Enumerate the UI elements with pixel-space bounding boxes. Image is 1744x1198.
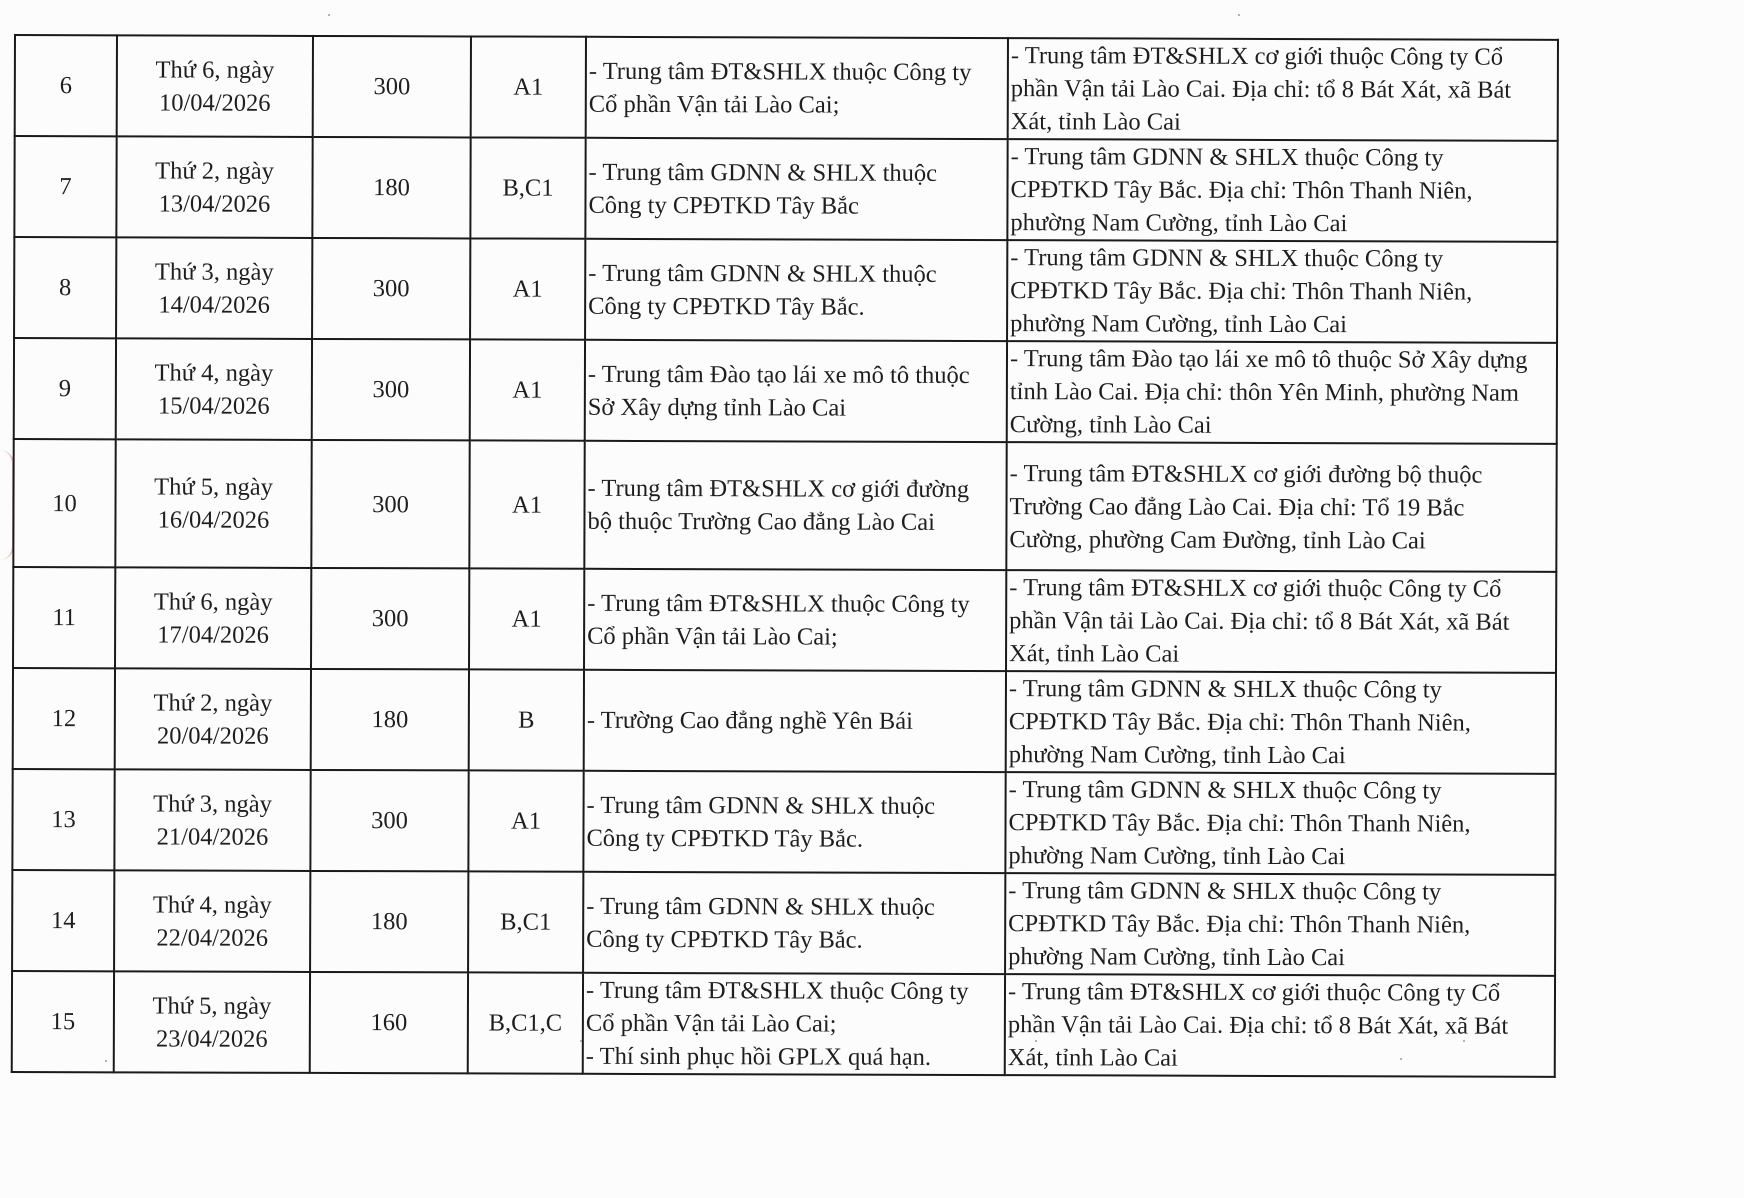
cell-license-class bbox=[469, 568, 584, 669]
date-value: 10/04/2026 bbox=[158, 88, 271, 117]
table-row bbox=[14, 136, 1557, 242]
date-value: 21/04/2026 bbox=[156, 822, 269, 851]
cell-stt bbox=[14, 237, 116, 338]
date-weekday: Thứ 4, ngày bbox=[152, 890, 272, 919]
stt-value: 13 bbox=[51, 806, 76, 834]
date-weekday: Thứ 6, ngày bbox=[155, 55, 275, 84]
location-line: phường Nam Cường, tỉnh Lào Cai bbox=[1010, 310, 1348, 339]
cell-license-class bbox=[470, 339, 585, 440]
date-weekday: Thứ 5, ngày bbox=[152, 991, 272, 1020]
table-row bbox=[15, 35, 1558, 141]
location-line: phần Vận tải Lào Cai. Địa chỉ: tổ 8 Bát Xát, xã Bát bbox=[1009, 607, 1510, 636]
candidates-line: Cổ phần Vận tải Lào Cai; bbox=[585, 1009, 837, 1038]
location-line: CPĐTKD Tây Bắc. Địa chỉ: Thôn Thanh Niên, bbox=[1008, 809, 1471, 838]
quantity-value: 300 bbox=[372, 275, 410, 303]
location-line: Trường Cao đẳng Lào Cai. Địa chỉ: Tổ 19 Bắc bbox=[1009, 492, 1465, 522]
cell-quantity bbox=[312, 238, 470, 339]
cell-quantity bbox=[311, 440, 469, 568]
cell-date bbox=[115, 439, 311, 568]
cell-exam-location bbox=[1007, 341, 1557, 444]
candidates-line: Cổ phần Vận tải Lào Cai; bbox=[587, 622, 838, 651]
table-body bbox=[12, 35, 1558, 1077]
cell-stt bbox=[14, 136, 116, 237]
location-line: phường Nam Cường, tỉnh Lào Cai bbox=[1010, 209, 1348, 238]
cell-license-class bbox=[468, 770, 583, 871]
location-line: phường Nam Cường, tỉnh Lào Cai bbox=[1008, 943, 1346, 972]
scan-speck bbox=[1035, 1040, 1037, 1042]
cell-date bbox=[115, 567, 311, 669]
location-line: Cường, tỉnh Lào Cai bbox=[1009, 411, 1212, 439]
quantity-value: 180 bbox=[371, 706, 409, 734]
candidates-line: - Trung tâm ĐT&SHLX thuộc Công ty bbox=[588, 57, 972, 86]
location-line: - Trung tâm GDNN & SHLX thuộc Công ty bbox=[1008, 877, 1442, 906]
license-class-value: A1 bbox=[511, 491, 543, 519]
cell-date bbox=[114, 971, 310, 1073]
cell-candidates-from bbox=[583, 872, 1005, 974]
stt-value: 14 bbox=[50, 907, 76, 935]
location-line: Xát, tỉnh Lào Cai bbox=[1007, 1044, 1178, 1072]
date-weekday: Thứ 2, ngày bbox=[153, 688, 273, 717]
cell-date bbox=[114, 870, 310, 972]
license-class-value: A1 bbox=[513, 73, 544, 101]
location-line: Xát, tỉnh Lào Cai bbox=[1009, 640, 1180, 668]
location-line: Cường, phường Cam Đường, tỉnh Lào Cai bbox=[1009, 525, 1426, 554]
cell-quantity bbox=[310, 871, 468, 972]
candidates-line: Sở Xây dựng tỉnh Lào Cai bbox=[587, 393, 847, 422]
cell-exam-location bbox=[1006, 671, 1556, 774]
stt-value: 9 bbox=[58, 375, 72, 403]
stt-value: 10 bbox=[52, 489, 77, 517]
location-line: - Trung tâm ĐT&SHLX cơ giới đường bộ thuộc bbox=[1009, 459, 1483, 489]
stt-value: 15 bbox=[50, 1008, 76, 1036]
license-class-value: A1 bbox=[511, 605, 542, 633]
cell-date bbox=[114, 769, 310, 871]
cell-date bbox=[117, 35, 313, 137]
scan-speck bbox=[328, 14, 330, 16]
location-line: - Trung tâm GDNN & SHLX thuộc Công ty bbox=[1010, 143, 1444, 172]
date-weekday: Thứ 2, ngày bbox=[155, 156, 274, 185]
candidates-line: - Trung tâm GDNN & SHLX thuộc bbox=[586, 892, 935, 921]
quantity-value: 300 bbox=[371, 807, 408, 835]
cell-stt bbox=[14, 338, 116, 439]
candidates-line: Công ty CPĐTKD Tây Bắc bbox=[588, 191, 859, 220]
quantity-value: 300 bbox=[372, 490, 409, 518]
candidates-line: - Trung tâm GDNN & SHLX thuộc bbox=[588, 158, 938, 187]
cell-stt bbox=[12, 769, 114, 870]
cell-exam-location bbox=[1008, 38, 1558, 141]
candidates-line: - Trung tâm GDNN & SHLX thuộc bbox=[588, 259, 937, 288]
quantity-value: 160 bbox=[370, 1009, 408, 1037]
table-row bbox=[13, 668, 1556, 774]
date-weekday: Thứ 6, ngày bbox=[153, 587, 273, 616]
date-value: 16/04/2026 bbox=[157, 506, 270, 534]
cell-license-class bbox=[471, 36, 586, 137]
cell-license-class bbox=[470, 238, 585, 339]
cell-candidates-from bbox=[584, 441, 1006, 570]
candidates-line: - Trung tâm GDNN & SHLX thuộc bbox=[586, 791, 936, 820]
cell-date bbox=[116, 237, 312, 339]
cell-license-class bbox=[468, 972, 583, 1073]
candidates-line: - Trung tâm ĐT&SHLX thuộc Công ty bbox=[587, 589, 970, 618]
cell-candidates-from bbox=[584, 670, 1006, 772]
table-row bbox=[13, 439, 1556, 572]
date-weekday: Thứ 4, ngày bbox=[154, 358, 274, 387]
candidates-line: Công ty CPĐTKD Tây Bắc. bbox=[586, 824, 864, 853]
cell-license-class bbox=[469, 669, 584, 770]
cell-quantity bbox=[312, 339, 470, 440]
date-value: 23/04/2026 bbox=[155, 1024, 268, 1053]
license-class-value: A1 bbox=[511, 807, 542, 835]
exam-schedule-table bbox=[11, 34, 1559, 1078]
cell-exam-location bbox=[1005, 873, 1555, 976]
date-value: 13/04/2026 bbox=[158, 189, 271, 218]
table-row bbox=[12, 769, 1555, 875]
cell-license-class bbox=[469, 440, 584, 568]
quantity-value: 300 bbox=[373, 73, 411, 101]
cell-exam-location bbox=[1006, 570, 1556, 673]
license-class-value: B bbox=[518, 706, 535, 734]
date-value: 15/04/2026 bbox=[157, 391, 270, 420]
scan-speck bbox=[1463, 1040, 1465, 1042]
location-line: tỉnh Lào Cai. Địa chỉ: thôn Yên Minh, phường Nam bbox=[1009, 378, 1520, 407]
location-line: - Trung tâm GDNN & SHLX thuộc Công ty bbox=[1008, 776, 1442, 805]
candidates-line: - Trung tâm Đào tạo lái xe mô tô thuộc bbox=[587, 360, 970, 389]
location-line: phần Vận tải Lào Cai. Địa chỉ: tổ 8 Bát Xát, xã Bát bbox=[1010, 75, 1512, 104]
cell-quantity bbox=[310, 972, 468, 1073]
cell-quantity bbox=[313, 36, 471, 137]
location-line: - Trung tâm Đào tạo lái xe mô tô thuộc Sở Xây dựng bbox=[1009, 345, 1528, 374]
quantity-value: 300 bbox=[372, 376, 410, 404]
cell-date bbox=[116, 136, 312, 238]
date-value: 22/04/2026 bbox=[156, 923, 269, 952]
cell-exam-location bbox=[1006, 442, 1556, 572]
license-class-value: B,C1 bbox=[500, 908, 552, 936]
location-line: CPĐTKD Tây Bắc. Địa chỉ: Thôn Thanh Niên, bbox=[1010, 176, 1473, 205]
location-line: Xát, tỉnh Lào Cai bbox=[1010, 108, 1181, 136]
cell-candidates-from bbox=[586, 37, 1008, 139]
cell-date bbox=[116, 338, 312, 440]
cell-exam-location bbox=[1005, 974, 1555, 1077]
cell-quantity bbox=[311, 669, 469, 770]
license-class-value: B,C1 bbox=[502, 174, 554, 202]
cell-license-class bbox=[470, 137, 585, 238]
stt-value: 11 bbox=[52, 604, 77, 632]
cell-quantity bbox=[312, 137, 470, 238]
stt-value: 8 bbox=[59, 274, 72, 302]
location-line: - Trung tâm ĐT&SHLX cơ giới thuộc Công ty Cổ bbox=[1010, 42, 1504, 71]
date-value: 20/04/2026 bbox=[156, 721, 269, 750]
cell-candidates-from bbox=[585, 239, 1007, 341]
cell-exam-location bbox=[1007, 240, 1557, 343]
location-line: CPĐTKD Tây Bắc. Địa chỉ: Thôn Thanh Niên, bbox=[1010, 277, 1473, 306]
date-weekday: Thứ 5, ngày bbox=[154, 473, 273, 501]
quantity-value: 180 bbox=[373, 174, 410, 202]
cell-stt bbox=[15, 35, 117, 136]
cell-stt bbox=[13, 668, 115, 769]
scan-speck bbox=[1238, 14, 1240, 16]
candidates-line: - Trung tâm ĐT&SHLX cơ giới đường bbox=[587, 474, 970, 504]
license-class-value: A1 bbox=[512, 275, 543, 303]
cell-quantity bbox=[311, 568, 469, 669]
cell-quantity bbox=[310, 770, 468, 871]
scan-speck bbox=[580, 1040, 582, 1042]
candidates-line: - Trung tâm ĐT&SHLX thuộc Công ty bbox=[585, 976, 969, 1006]
date-weekday: Thứ 3, ngày bbox=[154, 257, 274, 286]
location-line: CPĐTKD Tây Bắc. Địa chỉ: Thôn Thanh Niên, bbox=[1008, 708, 1471, 737]
candidates-line: bộ thuộc Trường Cao đẳng Lào Cai bbox=[587, 507, 935, 536]
location-line: - Trung tâm GDNN & SHLX thuộc Công ty bbox=[1010, 244, 1444, 273]
table-row bbox=[12, 870, 1555, 976]
table-row bbox=[14, 237, 1557, 343]
cell-exam-location bbox=[1005, 772, 1555, 875]
scan-speck bbox=[1400, 1058, 1402, 1060]
quantity-value: 180 bbox=[370, 908, 408, 936]
license-class-value: A1 bbox=[512, 376, 543, 404]
cell-candidates-from bbox=[584, 569, 1006, 671]
license-class-value: B,C1,C bbox=[488, 1009, 563, 1037]
location-line: CPĐTKD Tây Bắc. Địa chỉ: Thôn Thanh Niên, bbox=[1008, 910, 1471, 939]
location-line: phường Nam Cường, tỉnh Lào Cai bbox=[1008, 842, 1346, 871]
candidates-line: Cổ phần Vận tải Lào Cai; bbox=[588, 90, 840, 119]
location-line: - Trung tâm ĐT&SHLX cơ giới thuộc Công ty Cổ bbox=[1007, 978, 1501, 1007]
cell-candidates-from bbox=[585, 138, 1007, 240]
table-row bbox=[12, 971, 1555, 1077]
cell-candidates-from bbox=[585, 340, 1007, 442]
candidates-line: Công ty CPĐTKD Tây Bắc. bbox=[586, 925, 863, 954]
cell-stt bbox=[13, 567, 115, 668]
candidates-line: - Thí sinh phục hồi GPLX quá hạn. bbox=[585, 1042, 932, 1071]
stt-value: 7 bbox=[59, 173, 72, 201]
location-line: phường Nam Cường, tỉnh Lào Cai bbox=[1008, 741, 1346, 770]
cell-date bbox=[115, 668, 311, 770]
cell-candidates-from bbox=[583, 973, 1005, 1075]
table-row bbox=[14, 338, 1557, 444]
stt-value: 6 bbox=[59, 72, 73, 100]
candidates-line: Công ty CPĐTKD Tây Bắc. bbox=[588, 292, 865, 321]
cell-stt bbox=[13, 439, 115, 567]
date-weekday: Thứ 3, ngày bbox=[153, 789, 273, 818]
quantity-value: 300 bbox=[371, 605, 409, 633]
cell-candidates-from bbox=[583, 771, 1005, 873]
cell-stt bbox=[12, 870, 114, 971]
location-line: phần Vận tải Lào Cai. Địa chỉ: tổ 8 Bát Xát, xã Bát bbox=[1007, 1011, 1509, 1040]
location-line: - Trung tâm GDNN & SHLX thuộc Công ty bbox=[1008, 675, 1442, 704]
cell-exam-location bbox=[1007, 139, 1557, 242]
stt-value: 12 bbox=[51, 705, 77, 733]
scan-speck bbox=[105, 1060, 107, 1062]
location-line: - Trung tâm ĐT&SHLX cơ giới thuộc Công ty Cổ bbox=[1009, 574, 1502, 603]
date-value: 14/04/2026 bbox=[158, 290, 271, 319]
cell-stt bbox=[12, 971, 114, 1072]
date-value: 17/04/2026 bbox=[157, 620, 269, 649]
table-row bbox=[13, 567, 1556, 673]
cell-license-class bbox=[468, 871, 583, 972]
candidates-line: - Trường Cao đẳng nghề Yên Bái bbox=[586, 706, 913, 735]
